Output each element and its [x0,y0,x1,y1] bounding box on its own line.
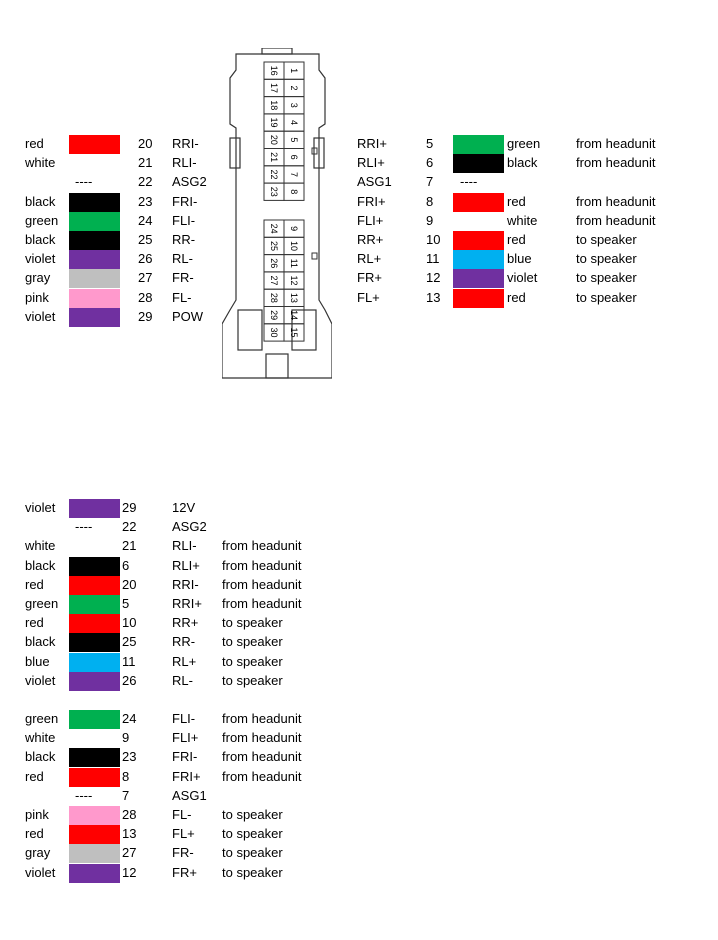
signal-name: RR+ [172,615,199,631]
pin-number: 25 [138,232,153,247]
destination: from headunit [222,730,302,746]
wire-color-label: black [507,155,538,171]
color-swatch [453,154,504,173]
pin-cell-number: 14 [289,310,299,321]
color-swatch [453,231,504,250]
destination: from headunit [576,212,656,228]
pin-number: 6 [122,557,130,573]
color-swatch [453,269,504,288]
pin-number: 13 [426,289,441,305]
wire-color-label: black [25,193,56,209]
color-swatch [69,806,120,825]
wire-color-label: blue [25,653,50,669]
destination: from headunit [576,193,656,209]
wire-color-label: black [25,557,56,573]
wire-color-label: violet [507,270,538,286]
signal-name: RL- [172,251,193,267]
color-swatch [69,864,120,883]
pin-number: 24 [122,711,137,726]
signal-name: FR+ [357,270,382,286]
pin-number: 5 [122,596,130,611]
connector-top-latch [262,48,292,54]
wire-color-label: black [25,232,56,247]
pin-cell-number: 27 [269,275,279,286]
pin-cell-number: 1 [289,68,299,74]
signal-name: RR- [172,634,196,650]
wire-color-label: white [25,730,56,746]
signal-name: FRI+ [357,193,386,209]
signal-name: 12V [172,500,196,515]
pin-number: 21 [122,538,137,554]
wire-color-label: red [25,615,44,631]
destination: to speaker [222,672,283,688]
signal-name: FL- [172,807,192,822]
signal-name: FL+ [357,289,380,305]
color-swatch [69,193,120,212]
wire-color-label: white [25,155,56,171]
pin-number: 27 [122,845,137,861]
wire-color-label: gray [25,270,51,286]
connector-left-tab [230,138,240,168]
pin-cell-number: 17 [269,82,279,93]
destination: to speaker [576,289,637,305]
wire-color-label: ---- [75,519,93,535]
pin-number: 24 [138,212,153,228]
pin-number: 11 [426,251,440,267]
pin-number: 9 [122,730,130,746]
pin-cell-number: 4 [289,120,299,126]
wire-color-label: violet [25,500,56,515]
color-swatch [69,768,120,787]
pin-cell-number: 11 [289,258,299,268]
pin-cell-number: 21 [269,152,279,163]
signal-name: RRI- [172,136,199,151]
wire-color-label: pink [25,807,49,822]
pin-cell-number: 6 [289,154,299,160]
wire-color-label: white [25,538,56,554]
signal-name: FL- [172,289,192,305]
signal-name: RLI- [172,155,197,171]
connector-bottom-foot [266,354,288,378]
destination: from headunit [222,576,302,592]
wire-color-label: red [25,826,44,842]
color-swatch [69,710,120,729]
wire-color-label: gray [25,845,51,861]
connector-marker-lower [312,253,317,259]
signal-name: RL+ [172,653,197,669]
pin-cell-number: 7 [289,171,299,177]
wire-color-label: violet [25,864,56,880]
color-swatch [69,250,120,269]
color-swatch [69,499,120,518]
destination: from headunit [222,538,302,554]
wire-color-label: blue [507,251,532,267]
signal-name: RL- [172,672,193,688]
pin-number: 26 [122,672,137,688]
pin-cell-number: 19 [269,117,279,128]
wire-color-label: red [507,232,526,247]
color-swatch [69,308,120,327]
pin-number: 12 [426,270,441,286]
pin-number: 22 [138,174,153,190]
destination: to speaker [222,864,283,880]
wire-color-label: green [25,596,59,611]
pin-number: 25 [122,634,137,650]
pin-cell-number: 3 [289,102,299,108]
pin-number: 12 [122,864,137,880]
color-swatch [69,154,120,173]
wire-color-label: violet [25,672,56,688]
pin-number: 5 [426,136,434,151]
wire-color-label: red [507,193,526,209]
destination: to speaker [222,845,283,861]
pin-cell-number: 18 [269,100,279,111]
color-swatch [69,844,120,863]
destination: to speaker [222,807,283,822]
signal-name: FL+ [172,826,195,842]
destination: from headunit [576,136,656,151]
signal-name: RRI+ [172,596,202,611]
pin-number: 8 [426,193,434,209]
pin-number: 26 [138,251,153,267]
signal-name: RLI+ [172,557,200,573]
pin-cell-number: 26 [269,258,279,269]
pin-cell-number: 25 [269,240,279,251]
destination: to speaker [576,251,637,267]
destination: from headunit [222,711,302,726]
signal-name: POW [172,308,204,324]
signal-name: RR- [172,232,196,247]
wire-color-label: green [25,711,59,726]
pin-number: 23 [138,193,153,209]
destination: from headunit [222,749,302,765]
destination: to speaker [222,826,283,842]
pin-number: 28 [122,807,137,822]
pin-number: 20 [122,576,137,592]
pin-number: 20 [138,136,153,151]
pin-number: 7 [426,174,434,190]
destination: to speaker [576,270,637,286]
pin-cell-number: 28 [269,292,279,303]
color-swatch [69,269,120,288]
pin-number: 29 [122,500,137,515]
wire-color-label: red [507,289,526,305]
wire-color-label: red [25,576,44,592]
pin-cell-number: 20 [269,134,279,145]
color-swatch [69,212,120,231]
color-swatch [69,653,120,672]
signal-name: RLI- [172,538,197,554]
pin-cell-number: 13 [289,292,299,303]
color-swatch [69,135,120,154]
pin-number: 21 [138,155,153,171]
wire-color-label: black [25,634,56,650]
wire-color-label: green [507,136,541,151]
color-swatch [69,748,120,767]
pin-cell-number: 12 [289,275,299,286]
wire-color-label: white [507,212,538,228]
pin-cell-number: 15 [289,327,299,338]
wire-color-label: black [25,749,56,765]
destination: from headunit [222,596,302,611]
signal-name: FLI+ [357,212,384,228]
signal-name: RR+ [357,232,384,247]
wire-color-label: red [25,136,44,151]
pin-cell-number: 16 [269,65,279,76]
wire-color-label: green [25,212,59,228]
destination: from headunit [222,768,302,784]
pin-number: 8 [122,768,130,784]
signal-name: FR+ [172,864,197,880]
pin-number: 27 [138,270,153,286]
pin-cell-number: 24 [269,223,279,234]
color-swatch [69,825,120,844]
signal-name: FR- [172,845,194,861]
wire-color-label: ---- [460,174,478,190]
destination: to speaker [222,634,283,650]
destination: to speaker [576,232,637,247]
signal-name: FRI+ [172,768,201,784]
wire-color-label: ---- [75,174,93,190]
pin-number: 7 [122,787,130,803]
pin-number: 9 [426,212,434,228]
pin-cell-number: 8 [289,189,299,195]
pin-number: 6 [426,155,434,171]
pin-cell-number: 29 [269,310,279,321]
color-swatch [69,595,120,614]
signal-name: RRI- [172,576,199,592]
color-swatch [453,289,504,308]
signal-name: RRI+ [357,136,387,151]
pin-cell-number: 5 [289,137,299,143]
destination: from headunit [576,155,656,171]
pin-cell-number: 30 [269,327,279,338]
color-swatch [69,231,120,250]
color-swatch [69,289,120,308]
wire-color-label: violet [25,308,56,324]
pin-cell-number: 2 [289,85,299,91]
destination: to speaker [222,653,283,669]
destination: to speaker [222,615,283,631]
pin-number: 10 [426,232,441,247]
signal-name: FLI+ [172,730,199,746]
signal-name: FLI- [172,711,196,726]
pin-number: 29 [138,308,153,324]
connector-diagram [222,48,332,384]
pin-cell-number: 10 [289,240,299,251]
color-swatch [69,614,120,633]
color-swatch [453,250,504,269]
signal-name: FRI- [172,193,198,209]
signal-name: RLI+ [357,155,385,171]
color-swatch [69,672,120,691]
color-swatch [453,135,504,154]
signal-name: ASG1 [172,787,207,803]
signal-name: FRI- [172,749,198,765]
pin-number: 13 [122,826,137,842]
color-swatch [453,193,504,212]
color-swatch [69,557,120,576]
pin-cell-number: 9 [289,226,299,232]
pin-number: 10 [122,615,137,631]
pin-cell-number: 22 [269,169,279,180]
signal-name: ASG2 [172,174,207,190]
destination: from headunit [222,557,302,573]
signal-name: ASG2 [172,519,207,535]
wire-color-label: pink [25,289,49,305]
pin-cell-number: 23 [269,186,279,197]
wire-color-label: ---- [75,787,93,803]
color-swatch [69,576,120,595]
pin-number: 22 [122,519,137,535]
wire-color-label: violet [25,251,56,267]
connector-bottom-block-left [238,310,262,350]
signal-name: FR- [172,270,194,286]
signal-name: FLI- [172,212,196,228]
pin-number: 23 [122,749,137,765]
signal-name: RL+ [357,251,382,267]
wire-color-label: red [25,768,44,784]
signal-name: ASG1 [357,174,392,190]
pin-number: 11 [122,653,136,669]
pin-number: 28 [138,289,153,305]
color-swatch [69,633,120,652]
